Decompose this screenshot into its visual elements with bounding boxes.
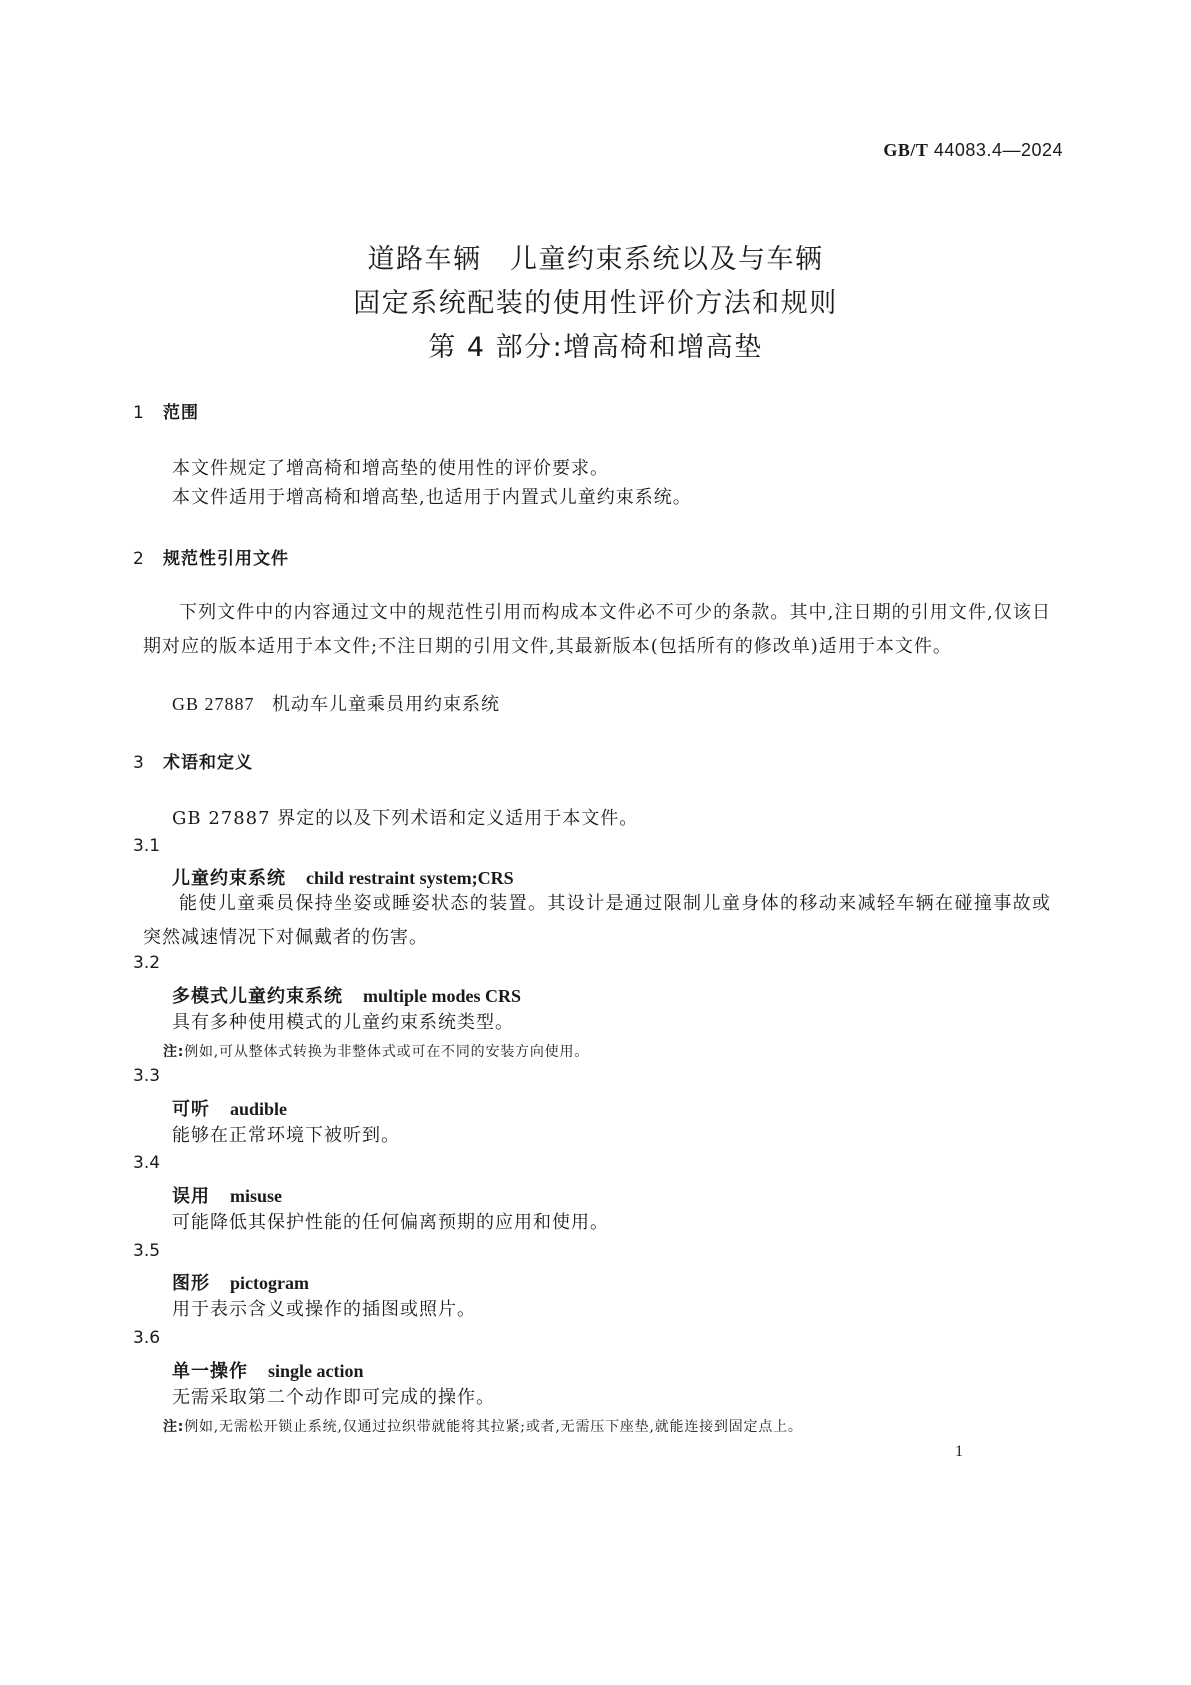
section-1-paragraph-1: 本文件规定了增高椅和增高垫的使用性的评价要求。 — [172, 458, 609, 479]
term-english: pictogram — [230, 1273, 309, 1293]
note-label: 注: — [163, 1419, 185, 1435]
term-definition: 无需采取第二个动作即可完成的操作。 — [172, 1387, 495, 1408]
note-text: 例如,无需松开锁止系统,仅通过拉织带就能将其拉紧;或者,无需压下座垫,就能连接到固定点上。 — [184, 1419, 803, 1435]
term-chinese: 误用 — [172, 1186, 210, 1207]
section-2-paragraph: 下列文件中的内容通过文中的规范性引用而构成本文件必不可少的条款。其中,注日期的引用文件,仅该日期对应的版本适用于本文件;不注日期的引用文件,其最新版本(包括所有的修改单)适用于本文件。 — [143, 602, 1051, 657]
term-note — [163, 1416, 803, 1436]
section-1-paragraph-2: 本文件适用于增高椅和增高垫,也适用于内置式儿童约束系统。 — [172, 487, 692, 508]
note-label: 注: — [163, 1044, 185, 1060]
section-2-title: 规范性引用文件 — [163, 549, 289, 569]
term-heading — [172, 1182, 282, 1208]
term-definition: 能够在正常环境下被听到。 — [172, 1125, 400, 1146]
title-line-2: 固定系统配装的使用性评价方法和规则 — [353, 288, 838, 319]
term-english: misuse — [230, 1186, 283, 1206]
term-chinese: 图形 — [172, 1273, 210, 1294]
section-1-title: 范围 — [163, 403, 199, 423]
normative-reference — [172, 687, 500, 722]
standard-prefix: GB/T — [883, 140, 929, 160]
section-3-heading — [133, 748, 253, 773]
reference-code: GB 27887 — [172, 694, 255, 714]
section-3-intro: GB 27887 界定的以及下列术语和定义适用于本文件。 — [172, 808, 639, 829]
term-definition: 具有多种使用模式的儿童约束系统类型。 — [172, 1012, 514, 1033]
term-heading — [172, 1357, 364, 1383]
term-definition: 用于表示含义或操作的插图或照片。 — [172, 1299, 476, 1320]
term-note — [163, 1041, 589, 1061]
term-heading — [172, 1095, 287, 1121]
title-line-3: 第 4 部分:增高椅和增高垫 — [428, 332, 763, 363]
term-definition: 能使儿童乘员保持坐姿或睡姿状态的装置。其设计是通过限制儿童身体的移动来减轻车辆在碰撞事故或突然减速情况下对佩戴者的伤害。 — [143, 893, 1051, 948]
section-1-number: 1 — [133, 403, 145, 423]
term-number: 3.6 — [133, 1328, 161, 1348]
title-line-1: 道路车辆 儿童约束系统以及与车辆 — [367, 244, 824, 275]
standard-number — [883, 140, 1063, 161]
term-english: multiple modes CRS — [363, 986, 522, 1006]
term-chinese: 儿童约束系统 — [172, 868, 286, 889]
term-number: 3.1 — [133, 836, 161, 856]
term-english: single action — [268, 1361, 364, 1381]
term-chinese: 单一操作 — [172, 1361, 248, 1382]
term-heading — [172, 1269, 309, 1295]
reference-title: 机动车儿童乘员用约束系统 — [272, 694, 500, 715]
note-text: 例如,可从整体式转换为非整体式或可在不同的安装方向使用。 — [184, 1044, 590, 1060]
section-3-number: 3 — [133, 753, 145, 773]
term-number: 3.4 — [133, 1153, 161, 1173]
term-heading — [172, 982, 521, 1008]
term-chinese: 多模式儿童约束系统 — [172, 986, 343, 1007]
term-chinese: 可听 — [172, 1099, 210, 1120]
section-2-number: 2 — [133, 549, 145, 569]
section-1-heading — [133, 398, 199, 423]
term-definition: 可能降低其保护性能的任何偏离预期的应用和使用。 — [172, 1212, 609, 1233]
term-number: 3.2 — [133, 953, 161, 973]
term-number: 3.5 — [133, 1241, 161, 1261]
document-title — [0, 238, 1191, 370]
standard-code: 44083.4—2024 — [933, 140, 1063, 160]
page-number: 1 — [955, 1443, 963, 1460]
section-3-title: 术语和定义 — [163, 753, 253, 773]
section-2-heading — [133, 544, 289, 569]
term-number: 3.3 — [133, 1066, 161, 1086]
term-english: audible — [230, 1099, 288, 1119]
term-english: child restraint system;CRS — [306, 868, 514, 888]
